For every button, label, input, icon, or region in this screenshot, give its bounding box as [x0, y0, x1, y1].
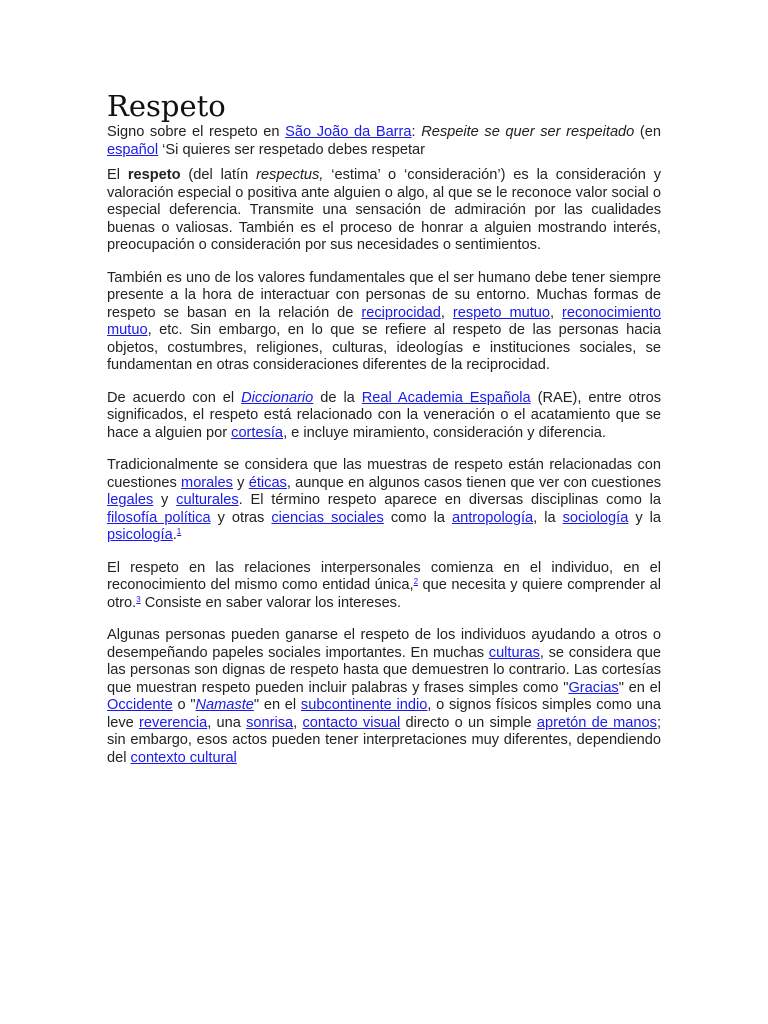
- text: que necesita y quiere comprender al otro.: [107, 577, 661, 611]
- footnote-link-1[interactable]: 1: [176, 527, 182, 536]
- link-culturales[interactable]: culturales: [176, 492, 239, 508]
- link-sociologia[interactable]: sociología: [562, 509, 629, 526]
- link-antropologia[interactable]: antropología: [451, 509, 534, 526]
- text: " en el: [253, 697, 301, 713]
- link-subcontinente-indio[interactable]: subcontinente indio: [300, 697, 428, 713]
- text: , se considera que las personas son dignas de respeto hasta que demuestren lo contrario. Las cortesías que muestran respeto pueden incluir palabras y frases simples como ": [107, 644, 661, 696]
- text: El: [107, 167, 128, 183]
- text: ,: [440, 304, 453, 321]
- paragraph-rae: [107, 390, 661, 443]
- link-espanol[interactable]: español: [107, 141, 159, 158]
- text: . El término respeto aparece en diversas disciplinas como la: [238, 492, 661, 508]
- footnote-link-2[interactable]: 2: [413, 577, 419, 586]
- text: Algunas personas pueden ganarse el respeto de los individuos ayudando a otros o desempeñando papeles sociales importantes. En muchas: [107, 627, 661, 661]
- text: , etc. Sin embargo, en lo que se refiere al respeto de las personas hacia objetos, costumbres, religiones, culturas, ideologías e instituciones sociales, se fundamentan en otras consideraciones diferentes de la reciprocidad.: [107, 322, 661, 373]
- text: de la: [313, 389, 362, 406]
- text: y la: [628, 509, 662, 526]
- text: ,: [550, 304, 563, 321]
- footnote-link-3[interactable]: 3: [136, 594, 141, 604]
- text: :: [411, 124, 422, 140]
- paragraph-tradition: [107, 457, 661, 545]
- text: , la: [533, 509, 563, 526]
- link-respeto-mutuo[interactable]: respeto mutuo: [452, 304, 551, 321]
- text: , o signos físicos simples como una leve: [107, 697, 662, 731]
- link-reverencia[interactable]: reverencia: [139, 714, 208, 731]
- link-apreton-de-manos[interactable]: apretón de manos: [536, 714, 657, 731]
- link-diccionario[interactable]: [241, 390, 313, 406]
- text: De acuerdo con el: [107, 389, 242, 406]
- text: ‘Si quieres ser respetado debes respetar: [158, 141, 426, 158]
- paragraph-values: [107, 270, 661, 375]
- text: (RAE), entre otros significados, el respeto está relacionado con la veneración o el acatamiento que se hace a alguien por: [107, 389, 661, 441]
- page-title: Respeto: [107, 89, 226, 123]
- portuguese-quote: Respeite se quer ser respeitado: [421, 124, 635, 140]
- link-label: Namaste: [195, 697, 254, 713]
- document-page: [107, 88, 661, 767]
- link-contacto-visual[interactable]: contacto visual: [302, 714, 401, 731]
- text: Tradicionalmente se considera que las muestras de respeto están relacionadas con cuestiones: [107, 457, 661, 491]
- link-ciencias-sociales[interactable]: ciencias sociales: [271, 509, 384, 526]
- link-reconocimiento-mutuo[interactable]: reconocimiento mutuo: [107, 304, 662, 338]
- text: ,: [293, 714, 303, 731]
- text: y: [153, 492, 177, 508]
- link-eticas[interactable]: éticas: [248, 474, 287, 491]
- link-sonrisa[interactable]: sonrisa: [246, 714, 294, 731]
- link-real-academia-espanola[interactable]: Real Academia Española: [361, 389, 531, 406]
- link-gracias[interactable]: Gracias: [568, 679, 619, 696]
- text: Consiste en saber valorar los intereses.: [140, 594, 402, 611]
- link-psicologia[interactable]: psicología: [107, 527, 173, 543]
- intro-caption: [107, 124, 661, 159]
- link-sao-joao-da-barra[interactable]: São João da Barra: [285, 124, 412, 140]
- paragraph-courtesy: [107, 627, 661, 767]
- text: o ": [172, 697, 196, 713]
- link-namaste[interactable]: [196, 697, 254, 713]
- link-filosofia-politica[interactable]: filosofía política: [107, 509, 211, 526]
- text: y otras: [210, 509, 272, 526]
- footnote-ref-1: [177, 527, 181, 536]
- text: , aunque en algunos casos tienen que ver con cuestiones: [286, 474, 662, 491]
- link-label: Diccionario: [241, 389, 314, 406]
- link-occidente[interactable]: Occidente: [107, 697, 173, 713]
- text: .: [172, 527, 177, 543]
- latin-term: respectus,: [256, 167, 324, 183]
- link-contexto-cultural[interactable]: contexto cultural: [130, 749, 237, 766]
- paragraph-interpersonal: [107, 560, 661, 613]
- text: y: [232, 474, 249, 491]
- bold-term: respeto: [127, 167, 181, 183]
- text: como la: [383, 509, 452, 526]
- text: ‘estima’ o ‘consideración’) es la consideración y valoración especial o positiva ante alguien o algo, al que se le reconoce valor social o especial deferencia. Transmite una sensación de admiración por las cualidades buenas o valiosas. También es el proceso de honrar a alguien mostrando interés, preocupación o consideración por sus necesidades o sentimientos.: [107, 167, 662, 253]
- link-culturas[interactable]: culturas: [488, 644, 540, 661]
- link-legales[interactable]: legales: [107, 492, 154, 508]
- text: (en: [634, 124, 661, 140]
- text: (del latín: [180, 167, 257, 183]
- text: , e incluye miramiento, consideración y diferencia.: [283, 424, 606, 441]
- paragraph-definition: [107, 167, 661, 255]
- text: directo o un simple: [400, 714, 537, 731]
- text: También es uno de los valores fundamentales que el ser humano debe tener siempre presente a la hora de interactuar con personas de su entorno. Muchas formas de respeto se basan en la relación de: [107, 269, 661, 321]
- link-reciprocidad[interactable]: reciprocidad: [361, 304, 441, 321]
- text: ; sin embargo, esos actos pueden tener interpretaciones muy diferentes, dependiendo del: [107, 714, 662, 766]
- text: Signo sobre el respeto en: [107, 124, 286, 140]
- link-cortesia[interactable]: cortesía: [231, 424, 284, 441]
- text: El respeto en las relaciones interpersonales comienza en el individuo, en el reconocimiento del mismo como entidad única,: [107, 559, 661, 593]
- text: , una: [207, 714, 247, 731]
- link-morales[interactable]: morales: [181, 474, 233, 491]
- text: " en el: [618, 679, 661, 696]
